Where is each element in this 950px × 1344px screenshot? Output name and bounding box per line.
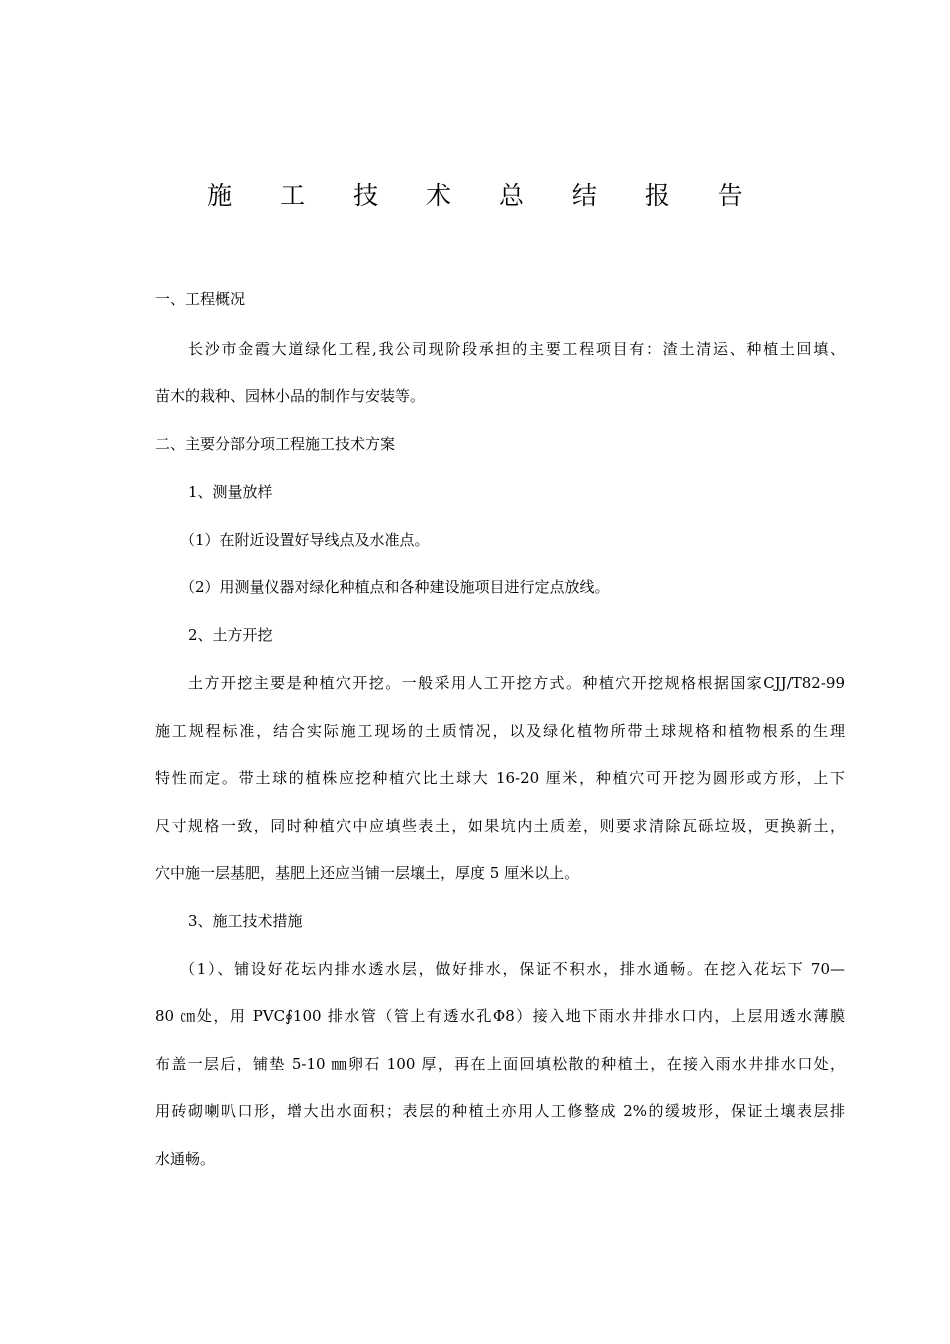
section-heading-overview: 一、工程概况 — [155, 290, 246, 308]
measures-line-4: 用砖砌喇叭口形，增大出水面积；表层的种植土亦用人工修整成 2%的缓坡形，保证土壤表层排 — [155, 1102, 845, 1120]
section-heading-technical-plan: 二、主要分部分项工程施工技术方案 — [155, 435, 396, 453]
subsection-heading-measures: 3、施工技术措施 — [188, 912, 303, 930]
document-title: 施 工 技 术 总 结 报 告 — [207, 181, 763, 210]
overview-line-2: 苗木的栽种、园林小品的制作与安装等。 — [155, 387, 426, 405]
survey-item-1: （1）在附近设置好导线点及水准点。 — [180, 531, 430, 549]
measures-line-5: 水通畅。 — [155, 1150, 216, 1168]
excavation-line-4: 尺寸规格一致，同时种植穴中应填些表土，如果坑内土质差，则要求清除瓦砾垃圾，更换新土， — [155, 817, 845, 835]
subsection-heading-excavation: 2、土方开挖 — [188, 626, 273, 644]
measures-line-2: 80 ㎝处，用 PVC∮100 排水管（管上有透水孔Φ8）接入地下雨水井排水口内，上层用透水薄膜 — [155, 1007, 845, 1025]
measures-line-3: 布盖一层后，铺垫 5-10 ㎜卵石 100 厚，再在上面回填松散的种植土，在接入雨水井排水口处， — [155, 1055, 845, 1073]
survey-item-2: （2）用测量仪器对绿化种植点和各种建设施项目进行定点放线。 — [180, 578, 610, 596]
measures-line-1: （1）、铺设好花坛内排水透水层，做好排水，保证不积水，排水通畅。在挖入花坛下 70— — [180, 960, 845, 978]
excavation-line-2: 施工规程标准，结合实际施工现场的土质情况，以及绿化植物所带土球规格和植物根系的生理 — [155, 722, 845, 740]
overview-line-1: 长沙市金霞大道绿化工程,我公司现阶段承担的主要工程项目有：渣土清运、种植土回填、 — [188, 340, 845, 358]
excavation-line-5: 穴中施一层基肥，基肥上还应当铺一层壤土，厚度 5 厘米以上。 — [155, 864, 580, 882]
excavation-line-1: 土方开挖主要是种植穴开挖。一般采用人工开挖方式。种植穴开挖规格根据国家CJJ/T82-99 — [188, 674, 845, 692]
excavation-line-3: 特性而定。带土球的植株应挖种植穴比土球大 16-20 厘米，种植穴可开挖为圆形或方形，上下 — [155, 769, 845, 787]
subsection-heading-survey: 1、测量放样 — [188, 483, 273, 501]
